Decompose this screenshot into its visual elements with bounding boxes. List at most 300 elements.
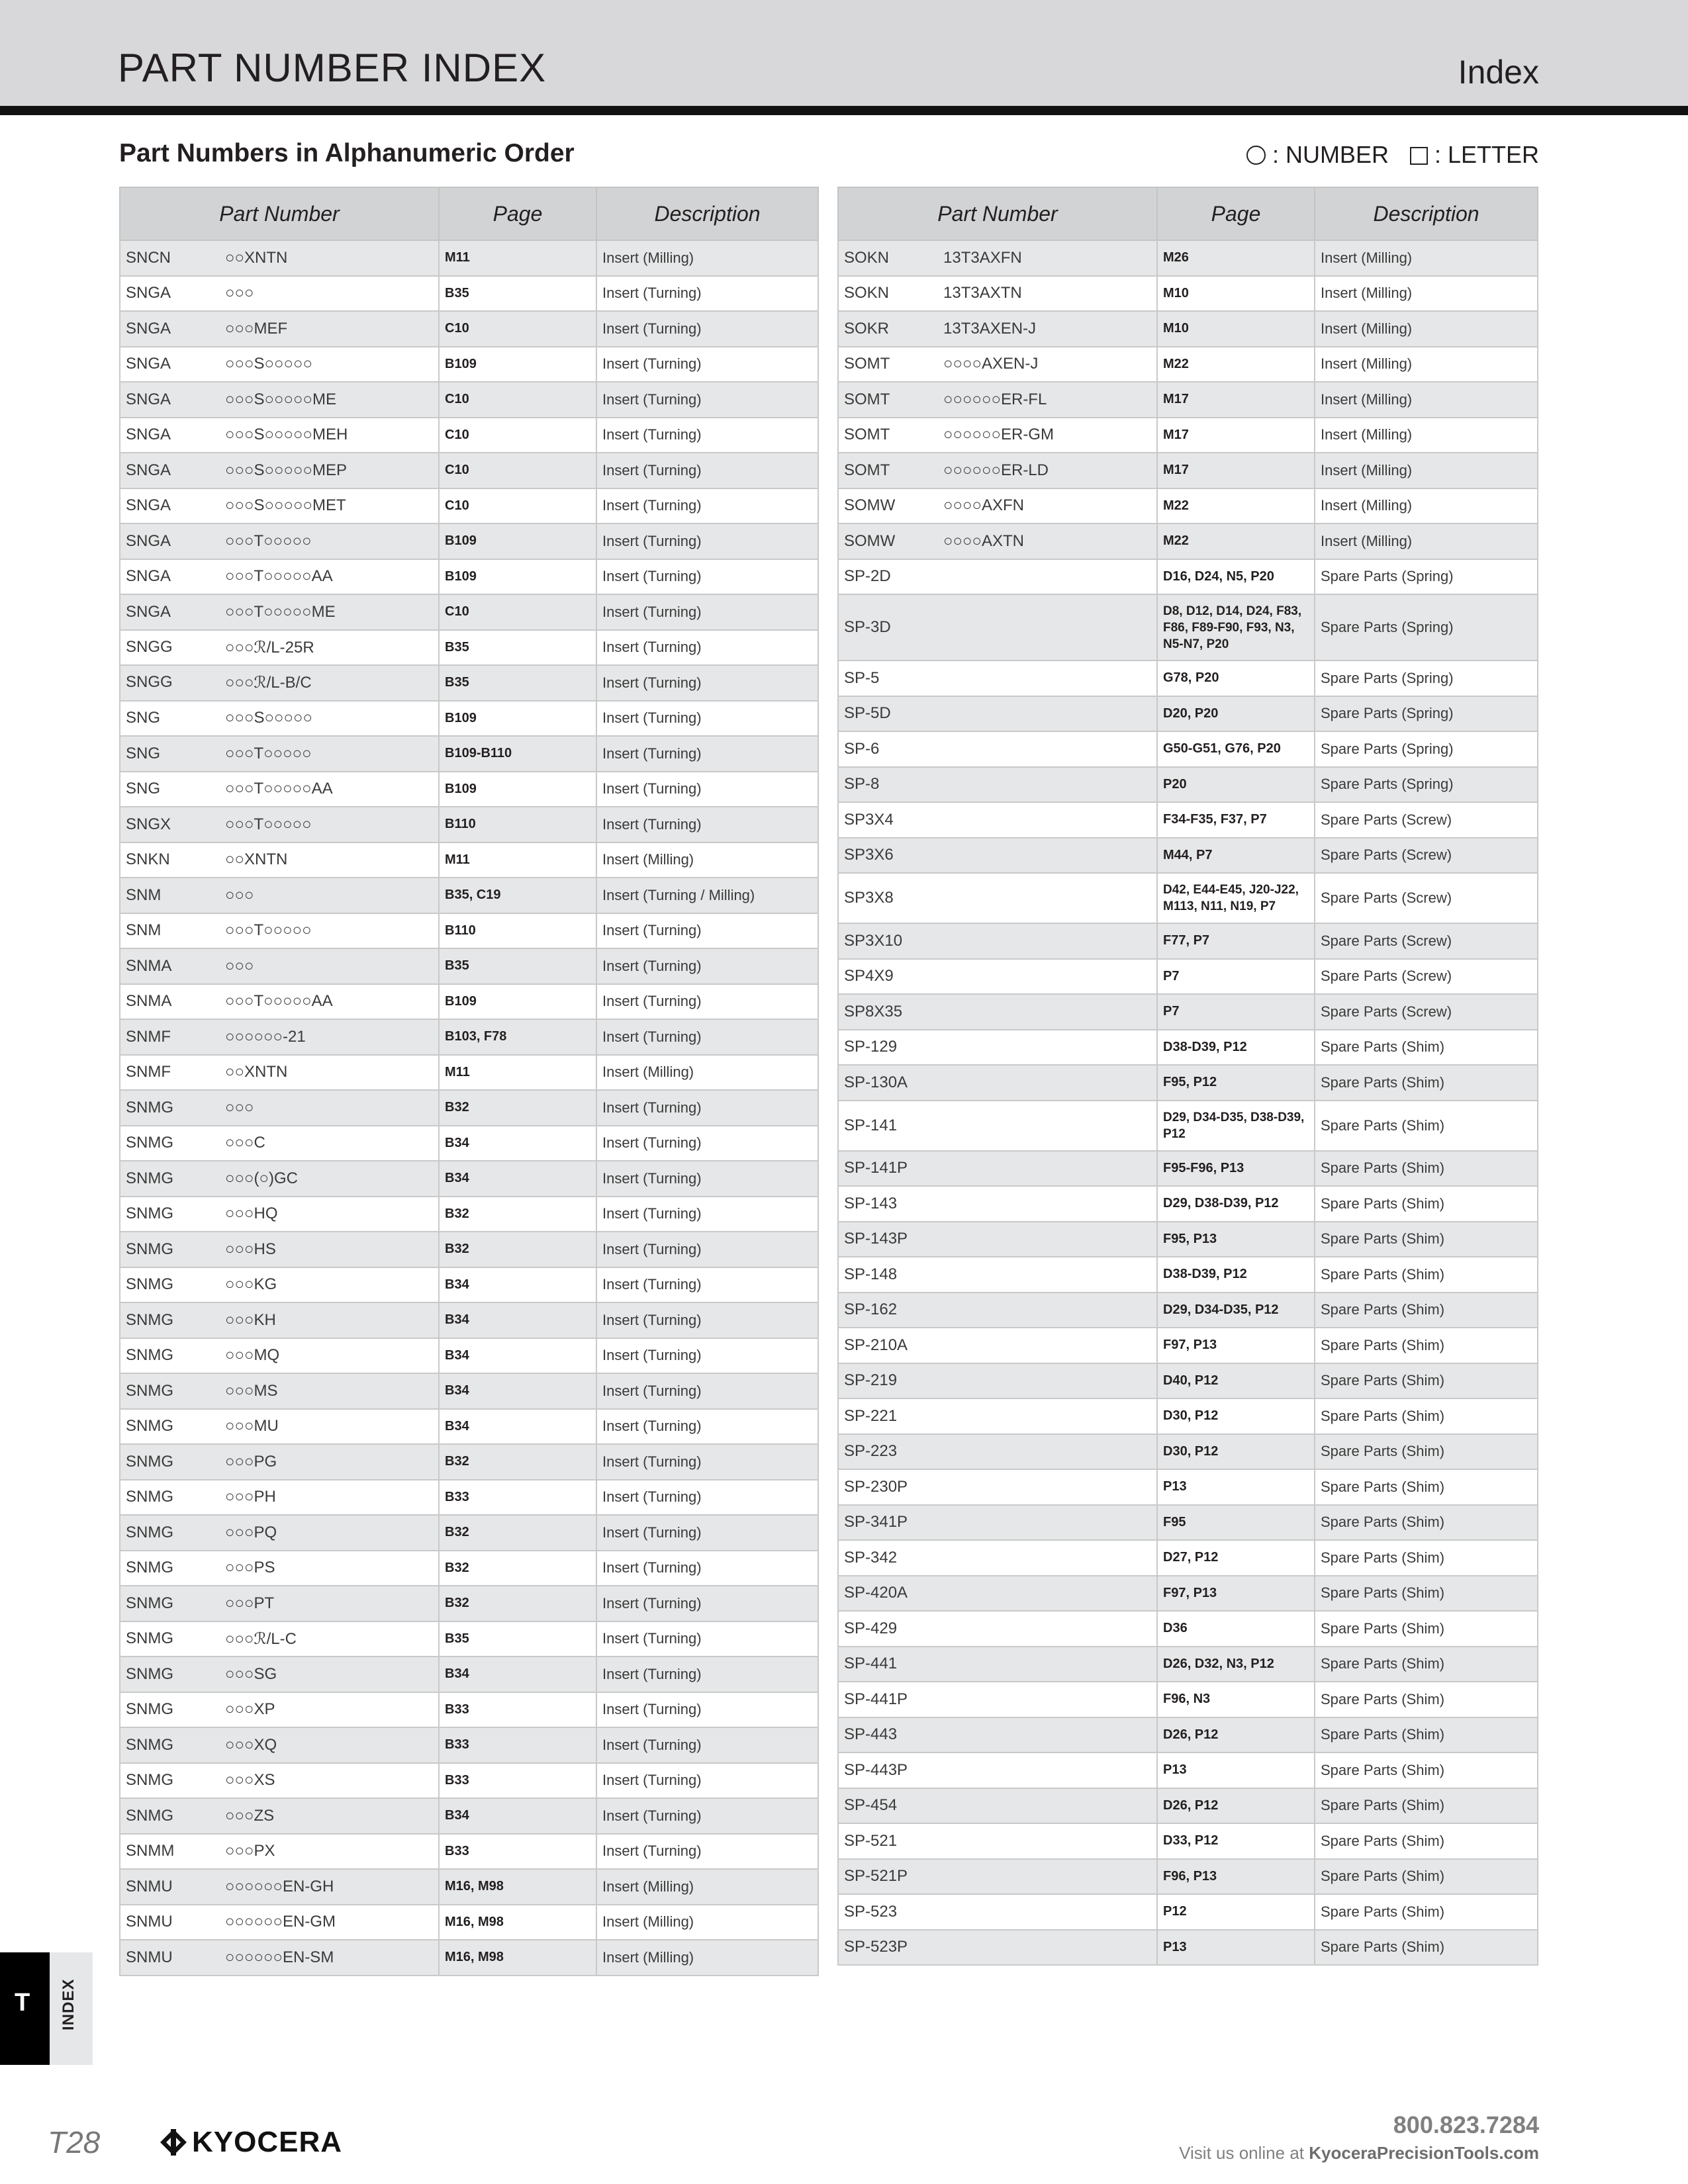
page-cell: M17 <box>1157 382 1315 418</box>
table-row <box>120 1161 818 1197</box>
table-row <box>838 488 1538 524</box>
description-cell: Insert (Turning) <box>596 1657 818 1692</box>
part-suffix <box>943 811 1151 829</box>
table-row <box>120 276 818 312</box>
page-cell: B34 <box>439 1657 596 1692</box>
description-cell: Spare Parts (Shim) <box>1315 1611 1538 1647</box>
page-cell: B33 <box>439 1727 596 1763</box>
table-row <box>838 559 1538 595</box>
page-cell: M26 <box>1157 240 1315 276</box>
part-suffix: ○○○XQ <box>225 1735 277 1754</box>
part-number-cell <box>120 1869 439 1905</box>
part-prefix: SNCN <box>126 248 171 267</box>
header-description: Description <box>1315 187 1538 240</box>
description-cell: Spare Parts (Shim) <box>1315 1469 1538 1505</box>
description-cell: Insert (Milling) <box>596 1940 818 1976</box>
part-number-cell <box>120 701 439 737</box>
website-prefix: Visit us online at <box>1179 2143 1309 2163</box>
part-number-cell <box>120 1692 439 1728</box>
page-cell: M17 <box>1157 453 1315 488</box>
page-cell: C10 <box>439 453 596 488</box>
part-number-cell <box>838 523 1157 559</box>
part-suffix: ○○○ZS <box>225 1806 275 1825</box>
table-row <box>120 1480 818 1516</box>
part-suffix <box>943 1725 1151 1744</box>
table-row <box>838 1717 1538 1753</box>
part-suffix <box>943 1116 1151 1135</box>
part-prefix: SNMG <box>126 1310 173 1329</box>
part-suffix <box>943 1796 1151 1815</box>
part-suffix: ○○○T○○○○○ <box>225 744 312 762</box>
description-cell: Insert (Turning) <box>596 1197 818 1232</box>
page-cell: F96, P13 <box>1157 1859 1315 1895</box>
description-cell: Spare Parts (Spring) <box>1315 767 1538 803</box>
page-cell: F97, P13 <box>1157 1576 1315 1612</box>
header-page: Page <box>439 187 596 240</box>
page-cell: P13 <box>1157 1930 1315 1966</box>
part-prefix: SOKN <box>844 248 890 267</box>
table-row <box>120 418 818 453</box>
table-row <box>838 382 1538 418</box>
table-row <box>120 523 818 559</box>
part-number-cell <box>838 1540 1157 1576</box>
part-prefix: SOMT <box>844 426 890 444</box>
part-number-cell <box>838 959 1157 995</box>
description-cell: Insert (Turning) <box>596 1232 818 1267</box>
part-number-cell <box>120 1586 439 1621</box>
page-cell: B109-B110 <box>439 736 596 772</box>
part-suffix <box>943 1073 1151 1092</box>
part-prefix: SNMG <box>126 1488 173 1506</box>
table-row <box>838 1328 1538 1363</box>
page-cell: B109 <box>439 701 596 737</box>
part-number-cell <box>120 842 439 878</box>
table-row <box>120 1834 818 1870</box>
part-number-cell <box>838 1469 1157 1505</box>
part-prefix: SP-523 <box>844 1902 898 1921</box>
page-cell: B35 <box>439 1621 596 1657</box>
table-row <box>120 347 818 383</box>
part-prefix: SNMG <box>126 1735 173 1754</box>
part-number-cell <box>120 984 439 1020</box>
description-cell: Insert (Turning) <box>596 1267 818 1303</box>
description-cell: Spare Parts (Shim) <box>1315 1222 1538 1257</box>
part-number-cell <box>838 994 1157 1030</box>
part-table-right <box>837 187 1538 1966</box>
part-suffix <box>943 1513 1151 1531</box>
part-suffix: ○○○○AXEN-J <box>943 355 1039 373</box>
table-row <box>120 1090 818 1126</box>
page-cell: B109 <box>439 772 596 807</box>
description-cell: Spare Parts (Shim) <box>1315 1293 1538 1328</box>
part-suffix: ○○○○○○EN-GH <box>225 1877 334 1895</box>
part-prefix: SP-223 <box>844 1442 898 1461</box>
header-page: Page <box>1157 187 1315 240</box>
part-prefix: SP-454 <box>844 1796 898 1815</box>
table-row <box>120 984 818 1020</box>
table-row <box>120 453 818 488</box>
page-cell: B110 <box>439 913 596 949</box>
part-prefix: SP-130A <box>844 1073 908 1091</box>
table-row <box>120 240 818 276</box>
page-cell: D38-D39, P12 <box>1157 1030 1315 1066</box>
part-number-cell <box>838 1894 1157 1930</box>
part-prefix: SNGA <box>126 461 171 479</box>
description-cell: Spare Parts (Shim) <box>1315 1647 1538 1682</box>
part-prefix: SP-521 <box>844 1831 898 1850</box>
page-cell: D30, P12 <box>1157 1398 1315 1434</box>
part-prefix: SP-3D <box>844 618 891 636</box>
part-suffix: ○○○MQ <box>225 1346 280 1365</box>
description-cell: Insert (Turning) <box>596 1692 818 1728</box>
table-row <box>838 1186 1538 1222</box>
table-row <box>120 559 818 595</box>
page-cell: D38-D39, P12 <box>1157 1257 1315 1293</box>
part-suffix: ○○○ <box>225 1098 254 1116</box>
page-cell: D29, D38-D39, P12 <box>1157 1186 1315 1222</box>
part-prefix: SP-5 <box>844 668 880 687</box>
part-suffix: ○○○SG <box>225 1664 277 1683</box>
description-cell: Spare Parts (Shim) <box>1315 1151 1538 1187</box>
part-number-cell <box>838 311 1157 347</box>
table-row <box>838 1894 1538 1930</box>
part-number-cell <box>838 1434 1157 1470</box>
part-prefix: SP-2D <box>844 567 891 586</box>
page-cell: B32 <box>439 1515 596 1551</box>
part-suffix: ○○○○AXFN <box>943 496 1024 515</box>
part-prefix: SP-429 <box>844 1619 898 1637</box>
legend-letter-label: : LETTER <box>1434 141 1539 168</box>
description-cell: Insert (Milling) <box>1315 418 1538 453</box>
part-suffix: ○○○PX <box>225 1842 275 1860</box>
part-number-cell <box>838 1788 1157 1824</box>
table-row <box>838 1505 1538 1541</box>
table-row <box>838 1540 1538 1576</box>
page-cell: D20, P20 <box>1157 696 1315 732</box>
page-cell: B109 <box>439 523 596 559</box>
part-suffix: ○○XNTN <box>225 850 288 869</box>
part-prefix: SOMW <box>844 496 896 515</box>
part-suffix: ○○○○○○EN-GM <box>225 1913 336 1931</box>
part-suffix: ○○○○○○-21 <box>225 1027 306 1046</box>
table-row <box>120 311 818 347</box>
part-suffix: ○○○KH <box>225 1310 276 1329</box>
description-cell: Insert (Milling) <box>1315 240 1538 276</box>
description-cell: Spare Parts (Shim) <box>1315 1065 1538 1101</box>
part-number-cell <box>838 240 1157 276</box>
part-prefix: SP-443 <box>844 1725 898 1744</box>
part-prefix: SNMG <box>126 1417 173 1435</box>
table-row <box>120 1586 818 1621</box>
part-number-cell <box>838 1930 1157 1966</box>
part-number-cell <box>120 807 439 842</box>
part-suffix <box>943 775 1151 794</box>
page-cell: B109 <box>439 984 596 1020</box>
part-number-cell <box>120 418 439 453</box>
part-number-cell <box>120 1090 439 1126</box>
part-number-cell <box>120 488 439 524</box>
header-description: Description <box>596 187 818 240</box>
part-prefix: SP-341P <box>844 1513 908 1531</box>
table-row <box>838 1030 1538 1066</box>
website-link[interactable]: KyoceraPrecisionTools.com <box>1309 2143 1539 2163</box>
part-number-cell <box>120 1727 439 1763</box>
part-prefix: SNM <box>126 921 162 940</box>
part-suffix: ○○○MEF <box>225 319 288 338</box>
part-prefix: SP-219 <box>844 1371 898 1390</box>
page-cell: B35 <box>439 948 596 984</box>
part-number-cell <box>838 1257 1157 1293</box>
table-row <box>838 1065 1538 1101</box>
description-cell: Spare Parts (Shim) <box>1315 1682 1538 1717</box>
page-cell: B109 <box>439 347 596 383</box>
page-cell: B32 <box>439 1090 596 1126</box>
page-cell: P20 <box>1157 767 1315 803</box>
page-cell: M16, M98 <box>439 1940 596 1976</box>
part-prefix: SP-210A <box>844 1336 908 1354</box>
part-prefix: SNGA <box>126 355 171 373</box>
page-number: T28 <box>48 2125 101 2160</box>
table-row <box>838 1101 1538 1151</box>
page-cell: M22 <box>1157 488 1315 524</box>
description-cell: Insert (Turning) <box>596 984 818 1020</box>
part-prefix: SP3X10 <box>844 931 903 950</box>
part-suffix <box>943 967 1151 985</box>
part-number-cell <box>838 1186 1157 1222</box>
part-number-cell <box>838 873 1157 923</box>
kyocera-logo <box>159 2126 342 2159</box>
page-cell: M22 <box>1157 347 1315 383</box>
table-row <box>838 994 1538 1030</box>
page-cell: G50-G51, G76, P20 <box>1157 731 1315 767</box>
part-number-cell <box>120 1657 439 1692</box>
description-cell: Insert (Turning) <box>596 418 818 453</box>
description-cell: Spare Parts (Shim) <box>1315 1576 1538 1612</box>
description-cell: Insert (Turning) <box>596 559 818 595</box>
part-prefix: SNGA <box>126 567 171 586</box>
page-cell: B34 <box>439 1373 596 1409</box>
part-suffix: ○○○ℛ/L-C <box>225 1629 297 1648</box>
page-cell: B34 <box>439 1302 596 1338</box>
part-prefix: SP-8 <box>844 775 880 794</box>
page-cell: M44, P7 <box>1157 838 1315 874</box>
part-number-cell <box>838 1151 1157 1187</box>
part-prefix: SNMG <box>126 1098 173 1116</box>
part-number-cell <box>120 276 439 312</box>
page-cell: B32 <box>439 1551 596 1586</box>
description-cell: Insert (Turning) <box>596 1019 818 1055</box>
page-cell: C10 <box>439 488 596 524</box>
table-row <box>838 1823 1538 1859</box>
description-cell: Insert (Turning) <box>596 311 818 347</box>
description-cell: Spare Parts (Shim) <box>1315 1328 1538 1363</box>
table-row <box>838 873 1538 923</box>
part-prefix: SP-143 <box>844 1194 898 1212</box>
page-cell: F95, P12 <box>1157 1065 1315 1101</box>
brand-name: KYOCERA <box>192 2126 343 2158</box>
part-prefix: SNGA <box>126 496 171 515</box>
description-cell: Insert (Milling) <box>1315 453 1538 488</box>
part-number-cell <box>120 772 439 807</box>
table-row <box>120 1373 818 1409</box>
table-row <box>120 1869 818 1905</box>
part-suffix: ○○○○AXTN <box>943 531 1024 550</box>
part-prefix: SNMG <box>126 1169 173 1187</box>
description-cell: Insert (Turning) <box>596 1126 818 1161</box>
part-prefix: SNGG <box>126 673 173 692</box>
part-number-cell <box>838 1682 1157 1717</box>
part-prefix: SP-148 <box>844 1265 898 1283</box>
part-suffix <box>943 1003 1151 1021</box>
part-prefix: SP4X9 <box>844 967 894 985</box>
part-suffix <box>943 1265 1151 1284</box>
table-row <box>120 913 818 949</box>
description-cell: Insert (Turning) <box>596 1338 818 1374</box>
description-cell: Spare Parts (Screw) <box>1315 923 1538 959</box>
part-prefix: SOKN <box>844 284 890 302</box>
page-cell: B33 <box>439 1834 596 1870</box>
page-cell: B34 <box>439 1798 596 1834</box>
table-row <box>120 382 818 418</box>
page-cell: B35 <box>439 665 596 701</box>
part-prefix: SNG <box>126 709 161 727</box>
table-row <box>120 594 818 630</box>
table-row <box>120 878 818 913</box>
table-row <box>120 1515 818 1551</box>
square-icon <box>1410 147 1428 165</box>
table-row <box>838 453 1538 488</box>
page-cell: D26, P12 <box>1157 1788 1315 1824</box>
part-number-cell <box>120 240 439 276</box>
part-suffix <box>943 618 1151 637</box>
page-cell: M11 <box>439 842 596 878</box>
description-cell: Insert (Turning) <box>596 630 818 666</box>
part-number-cell <box>838 660 1157 696</box>
description-cell: Insert (Milling) <box>1315 523 1538 559</box>
page-cell: M22 <box>1157 523 1315 559</box>
page-cell: D16, D24, N5, P20 <box>1157 559 1315 595</box>
part-prefix: SNGA <box>126 531 171 550</box>
part-suffix <box>943 1938 1151 1956</box>
description-cell: Insert (Turning) <box>596 1161 818 1197</box>
page-cell: D27, P12 <box>1157 1540 1315 1576</box>
part-suffix: ○○○MS <box>225 1381 278 1400</box>
part-prefix: SOMW <box>844 531 896 550</box>
page-cell: M17 <box>1157 418 1315 453</box>
page-cell: D26, P12 <box>1157 1717 1315 1753</box>
part-number-cell <box>838 1101 1157 1151</box>
part-number-cell <box>838 1717 1157 1753</box>
page-cell: B32 <box>439 1232 596 1267</box>
table-row <box>838 1434 1538 1470</box>
part-prefix: SNG <box>126 780 161 798</box>
description-cell: Spare Parts (Shim) <box>1315 1257 1538 1293</box>
part-suffix <box>943 1195 1151 1213</box>
part-number-cell <box>838 767 1157 803</box>
description-cell: Insert (Turning) <box>596 276 818 312</box>
part-prefix: SP-141P <box>844 1159 908 1177</box>
table-row <box>838 1752 1538 1788</box>
part-prefix: SNMG <box>126 1240 173 1258</box>
table-row <box>838 240 1538 276</box>
description-cell: Spare Parts (Shim) <box>1315 1930 1538 1966</box>
part-suffix <box>943 1300 1151 1319</box>
page-cell: M10 <box>1157 276 1315 312</box>
table-row <box>120 1338 818 1374</box>
part-suffix <box>943 1761 1151 1780</box>
page-cell: M16, M98 <box>439 1869 596 1905</box>
part-suffix: ○○XNTN <box>225 248 288 267</box>
description-cell: Insert (Milling) <box>1315 488 1538 524</box>
part-suffix <box>943 1159 1151 1177</box>
part-prefix: SNMG <box>126 1134 173 1152</box>
table-row <box>120 1905 818 1940</box>
part-suffix <box>943 1478 1151 1496</box>
part-number-cell <box>120 1126 439 1161</box>
part-suffix: ○○○ℛ/L-B/C <box>225 674 312 692</box>
part-number-cell <box>838 696 1157 732</box>
description-cell: Insert (Milling) <box>596 842 818 878</box>
table-row <box>120 488 818 524</box>
description-cell: Insert (Turning) <box>596 736 818 772</box>
description-cell: Spare Parts (Shim) <box>1315 1859 1538 1895</box>
part-suffix <box>943 740 1151 758</box>
table-row <box>120 1197 818 1232</box>
table-row <box>838 802 1538 838</box>
part-number-cell <box>120 630 439 666</box>
description-cell: Insert (Turning) <box>596 1090 818 1126</box>
part-number-cell <box>120 1798 439 1834</box>
part-number-cell <box>120 1338 439 1374</box>
page-cell: F95 <box>1157 1505 1315 1541</box>
part-number-cell <box>838 731 1157 767</box>
part-suffix: ○○○T○○○○○ <box>225 531 312 550</box>
table-row <box>120 1019 818 1055</box>
page-cell: F97, P13 <box>1157 1328 1315 1363</box>
part-number-cell <box>120 311 439 347</box>
description-cell: Spare Parts (Shim) <box>1315 1363 1538 1399</box>
page-cell: B33 <box>439 1763 596 1799</box>
part-suffix: ○○○ℛ/L-25R <box>225 638 314 657</box>
page-cell: D26, D32, N3, P12 <box>1157 1647 1315 1682</box>
part-prefix: SP-230P <box>844 1477 908 1496</box>
table-row <box>120 1621 818 1657</box>
description-cell: Insert (Turning) <box>596 1727 818 1763</box>
part-number-cell <box>838 594 1157 660</box>
part-prefix: SNMG <box>126 1559 173 1577</box>
part-suffix: ○○○S○○○○○MEH <box>225 426 348 444</box>
part-suffix <box>943 704 1151 723</box>
part-suffix: ○○○○○○ER-GM <box>943 426 1054 444</box>
table-row <box>838 594 1538 660</box>
header-part-number: Part Number <box>838 187 1157 240</box>
description-cell: Insert (Turning) <box>596 382 818 418</box>
part-suffix: ○○○T○○○○○AA <box>225 992 333 1011</box>
part-number-cell <box>838 1363 1157 1399</box>
part-number-cell <box>120 1019 439 1055</box>
part-prefix: SNKN <box>126 850 170 869</box>
description-cell: Insert (Turning) <box>596 488 818 524</box>
part-prefix: SP-143P <box>844 1230 908 1248</box>
part-suffix <box>943 567 1151 586</box>
part-prefix: SNMF <box>126 1027 171 1046</box>
table-row <box>120 665 818 701</box>
part-suffix <box>943 1230 1151 1248</box>
part-prefix: SNM <box>126 886 162 904</box>
part-suffix: ○○○T○○○○○AA <box>225 780 333 798</box>
description-cell: Insert (Turning / Milling) <box>596 878 818 913</box>
side-tab-label: INDEX <box>60 1978 77 2030</box>
